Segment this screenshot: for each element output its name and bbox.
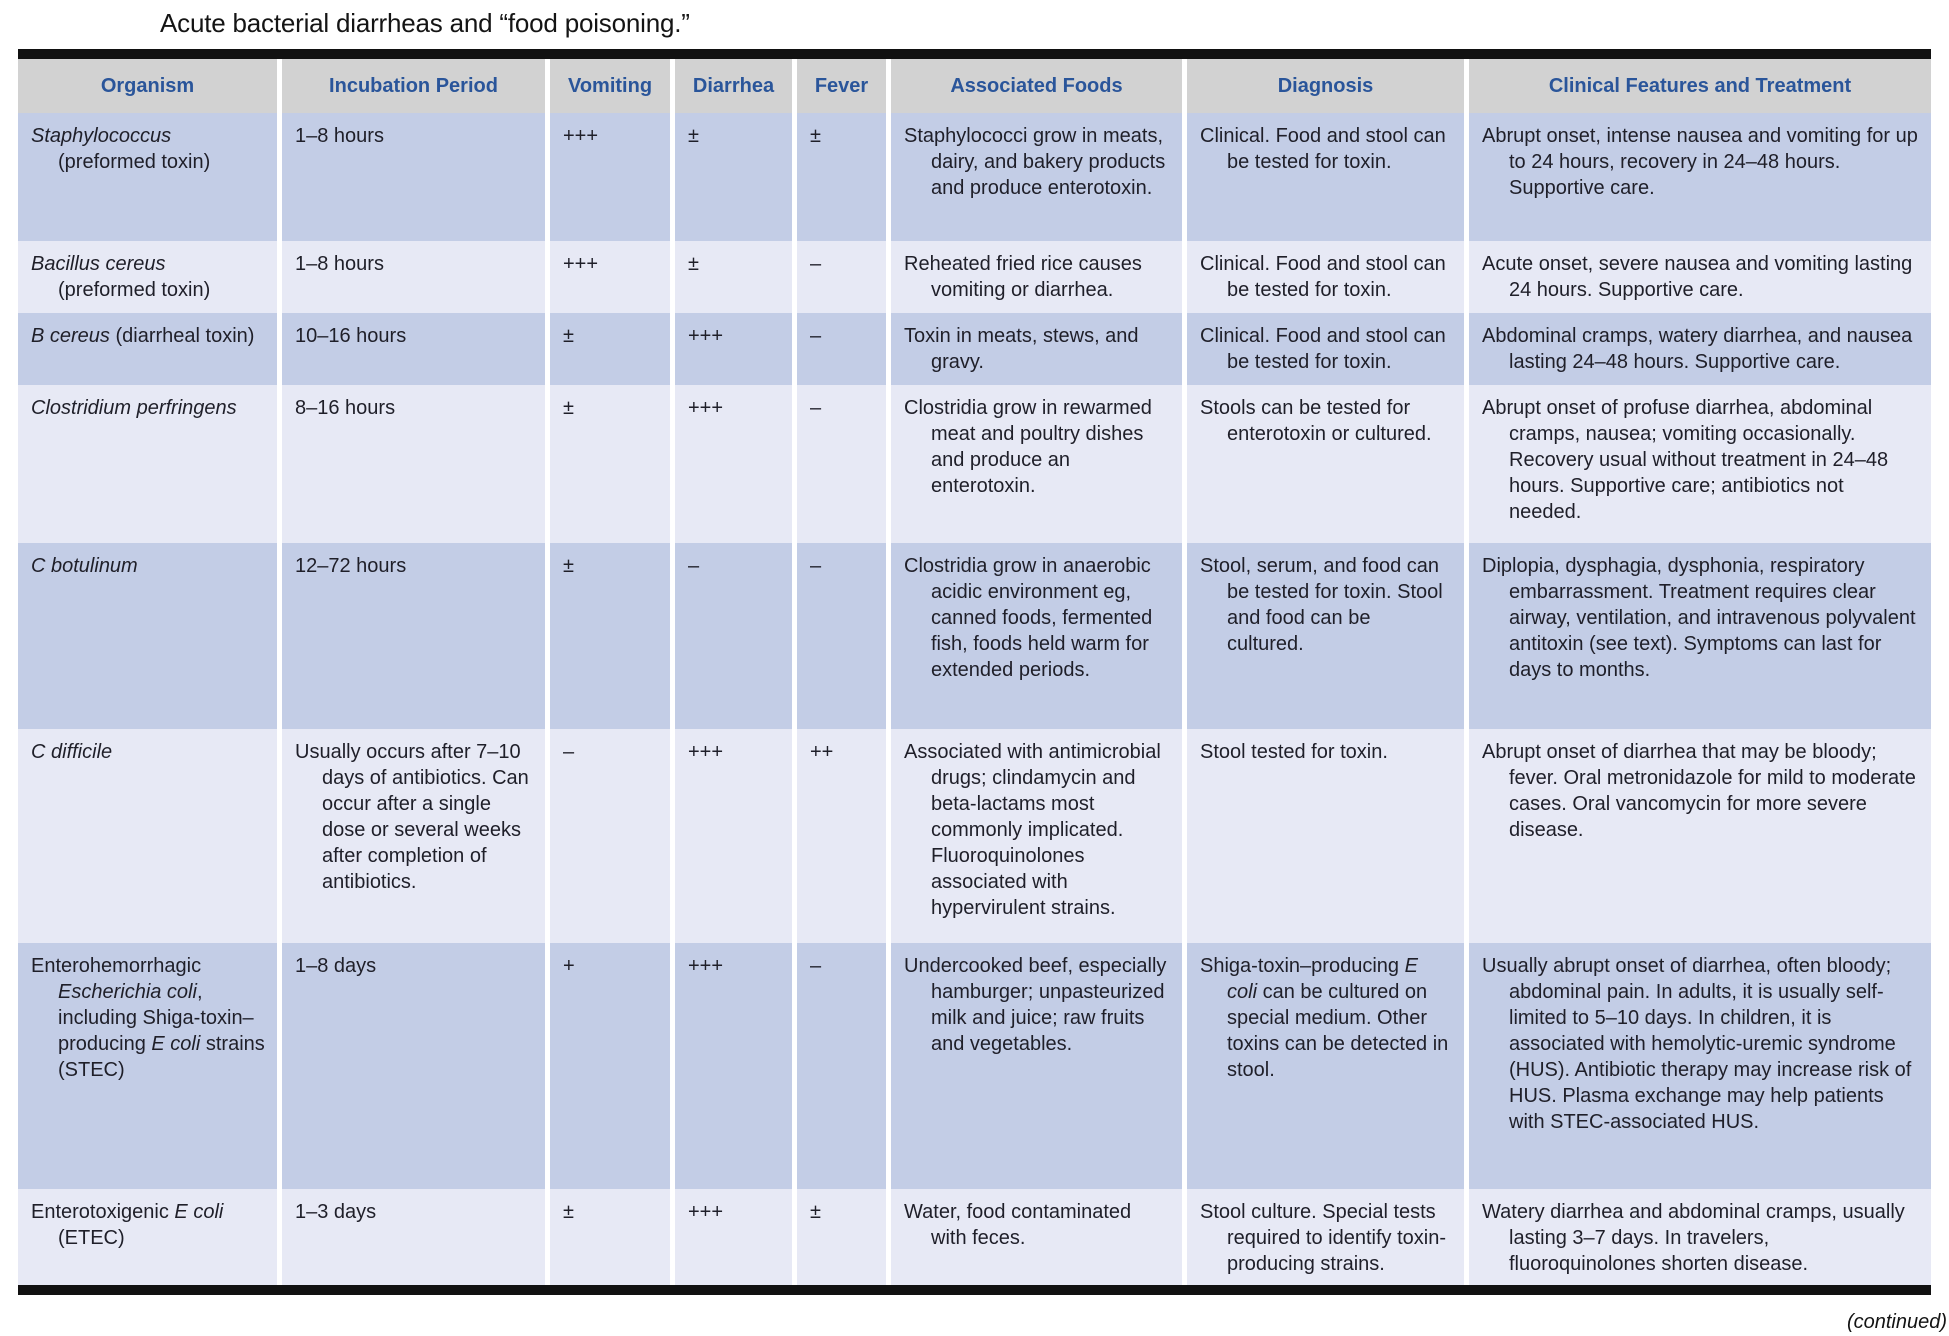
cell-diarrhea: [675, 1189, 792, 1285]
cell-text: Usually occurs after 7–10 days of antibiotics. Can occur after a single dose or several weeks after completion of antibiotics.: [295, 741, 529, 893]
cell-text: Associated with antimicrobial drugs; clindamycin and beta-lactams most commonly implicated. Fluoroquinolones associated with hypervirulent strains.: [904, 741, 1161, 919]
cell-foods: [891, 385, 1182, 543]
cell-vomiting: [550, 943, 670, 1189]
cell-vomiting: [550, 1189, 670, 1285]
cell-text: Stool, serum, and food can be tested for toxin. Stool and food can be cultured.: [1200, 555, 1443, 655]
cell-text: Enterotoxigenic E coli (ETEC): [31, 1201, 224, 1249]
cell-clinical: [1469, 729, 1931, 943]
cell-text: +++: [688, 741, 724, 763]
cell-fever: [797, 1189, 886, 1285]
cell-text: +++: [688, 955, 724, 977]
cell-vomiting: [550, 241, 670, 313]
cell-foods: [891, 241, 1182, 313]
column-header-vomiting: Vomiting: [550, 59, 670, 113]
cell-organism: [18, 313, 277, 385]
cell-foods: [891, 1189, 1182, 1285]
cell-organism: [18, 113, 277, 241]
cell-diarrhea: [675, 729, 792, 943]
cell-incubation: [282, 943, 545, 1189]
table-top-rule: [18, 49, 1931, 59]
cell-foods: [891, 729, 1182, 943]
cell-text: Undercooked beef, especially hamburger; unpasteurized milk and juice; raw fruits and vegetables.: [904, 955, 1167, 1055]
cell-diarrhea: [675, 241, 792, 313]
cell-incubation: [282, 543, 545, 729]
cell-text: Bacillus cereus (preformed toxin): [31, 253, 211, 301]
cell-diarrhea: [675, 385, 792, 543]
cell-text: Clostridia grow in anaerobic acidic environment eg, canned foods, fermented fish, foods held warm for extended periods.: [904, 555, 1153, 681]
cell-text: Clinical. Food and stool can be tested for toxin.: [1200, 325, 1446, 373]
cell-diagnosis: [1187, 113, 1464, 241]
cell-diagnosis: [1187, 729, 1464, 943]
cell-text: –: [810, 325, 822, 347]
cell-text: Stools can be tested for enterotoxin or cultured.: [1200, 397, 1432, 445]
cell-text: Stool culture. Special tests required to identify toxin-producing strains.: [1200, 1201, 1447, 1275]
cell-diagnosis: [1187, 543, 1464, 729]
cell-text: –: [810, 397, 822, 419]
cell-fever: [797, 313, 886, 385]
cell-text: Watery diarrhea and abdominal cramps, usually lasting 3–7 days. In travelers, fluoroquinolones shorten disease.: [1482, 1201, 1905, 1275]
cell-text: ±: [563, 555, 574, 577]
cell-clinical: [1469, 113, 1931, 241]
cell-text: Shiga-toxin–producing E coli can be cultured on special medium. Other toxins can be detected in stool.: [1200, 955, 1449, 1081]
table-bottom-rule: [18, 1285, 1931, 1295]
cell-text: Abrupt onset of profuse diarrhea, abdominal cramps, nausea; vomiting occasionally. Recovery usual without treatment in 24–48 hours. Supportive care; antibiotics not needed.: [1482, 397, 1889, 523]
cell-organism: [18, 543, 277, 729]
table-grid: [18, 59, 1931, 1285]
cell-text: Reheated fried rice causes vomiting or diarrhea.: [904, 253, 1142, 301]
cell-text: –: [810, 955, 822, 977]
cell-incubation: [282, 113, 545, 241]
cell-incubation: [282, 385, 545, 543]
cell-text: ±: [810, 1201, 821, 1223]
cell-diarrhea: [675, 543, 792, 729]
cell-text: ±: [810, 125, 821, 147]
cell-text: +++: [563, 125, 599, 147]
continued-note: (continued): [1846, 1311, 1947, 1333]
cell-text: Abrupt onset, intense nausea and vomiting for up to 24 hours, recovery in 24–48 hours. Supportive care.: [1482, 125, 1918, 199]
cell-incubation: [282, 313, 545, 385]
cell-text: –: [563, 741, 575, 763]
data-table: [18, 49, 1931, 1295]
cell-text: C botulinum: [31, 555, 138, 577]
cell-organism: [18, 943, 277, 1189]
column-header-organism: Organism: [18, 59, 277, 113]
cell-vomiting: [550, 385, 670, 543]
cell-text: Acute onset, severe nausea and vomiting lasting 24 hours. Supportive care.: [1482, 253, 1913, 301]
cell-clinical: [1469, 543, 1931, 729]
cell-organism: [18, 385, 277, 543]
cell-text: Diplopia, dysphagia, dysphonia, respiratory embarrassment. Treatment requires clear airway, ventilation, and intravenous polyvalent antitoxin (see text). Symptoms can last for days to months.: [1482, 555, 1916, 681]
cell-text: Toxin in meats, stews, and gravy.: [904, 325, 1139, 373]
cell-text: Staphylococci grow in meats, dairy, and bakery products and produce enterotoxin.: [904, 125, 1166, 199]
cell-text: Enterohemorrhagic Escherichia coli, including Shiga-toxin–producing E coli strains (STEC): [31, 955, 265, 1081]
cell-text: ±: [563, 397, 574, 419]
cell-text: 1–8 hours: [295, 253, 384, 275]
cell-clinical: [1469, 385, 1931, 543]
column-header-fever: Fever: [797, 59, 886, 113]
cell-text: Staphylococcus (preformed toxin): [31, 125, 211, 173]
cell-text: B cereus (diarrheal toxin): [31, 325, 255, 347]
cell-text: Usually abrupt onset of diarrhea, often bloody; abdominal pain. In adults, it is usually self-limited to 5–10 days. In children, it is associated with hemolytic-uremic syndrome (HUS). Antibiotic therapy may increase risk of HUS. Plasma exchange may help patients with STEC-associated HUS.: [1482, 955, 1912, 1133]
cell-text: Stool tested for toxin.: [1200, 741, 1388, 763]
cell-diagnosis: [1187, 385, 1464, 543]
cell-text: C difficile: [31, 741, 113, 763]
cell-text: Clinical. Food and stool can be tested for toxin.: [1200, 253, 1446, 301]
cell-text: +++: [688, 397, 724, 419]
cell-clinical: [1469, 943, 1931, 1189]
cell-fever: [797, 113, 886, 241]
cell-text: 1–8 hours: [295, 125, 384, 147]
cell-vomiting: [550, 729, 670, 943]
cell-text: ±: [563, 1201, 574, 1223]
cell-fever: [797, 241, 886, 313]
cell-clinical: [1469, 1189, 1931, 1285]
cell-fever: [797, 385, 886, 543]
cell-text: 1–3 days: [295, 1201, 377, 1223]
cell-organism: [18, 729, 277, 943]
column-header-foods: Associated Foods: [891, 59, 1182, 113]
cell-diagnosis: [1187, 1189, 1464, 1285]
cell-foods: [891, 313, 1182, 385]
cell-incubation: [282, 241, 545, 313]
cell-foods: [891, 113, 1182, 241]
cell-text: ±: [688, 253, 699, 275]
cell-vomiting: [550, 113, 670, 241]
cell-clinical: [1469, 313, 1931, 385]
cell-incubation: [282, 1189, 545, 1285]
cell-clinical: [1469, 241, 1931, 313]
cell-diarrhea: [675, 943, 792, 1189]
column-header-incubation: Incubation Period: [282, 59, 545, 113]
cell-text: 12–72 hours: [295, 555, 407, 577]
cell-foods: [891, 943, 1182, 1189]
cell-fever: [797, 729, 886, 943]
cell-text: ±: [688, 125, 699, 147]
cell-diarrhea: [675, 113, 792, 241]
cell-text: 10–16 hours: [295, 325, 407, 347]
cell-diagnosis: [1187, 943, 1464, 1189]
column-header-diagnosis: Diagnosis: [1187, 59, 1464, 113]
cell-diagnosis: [1187, 241, 1464, 313]
cell-text: Abrupt onset of diarrhea that may be bloody; fever. Oral metronidazole for mild to moderate cases. Oral vancomycin for more severe disease.: [1482, 741, 1916, 841]
cell-text: +++: [688, 325, 724, 347]
cell-text: +: [563, 955, 575, 977]
cell-vomiting: [550, 543, 670, 729]
cell-text: ±: [563, 325, 574, 347]
cell-organism: [18, 1189, 277, 1285]
cell-text: +++: [688, 1201, 724, 1223]
table-title: Acute bacterial diarrheas and “food poisoning.”: [160, 8, 690, 38]
cell-organism: [18, 241, 277, 313]
cell-text: Clostridia grow in rewarmed meat and poultry dishes and produce an enterotoxin.: [904, 397, 1152, 497]
cell-text: 1–8 days: [295, 955, 377, 977]
cell-text: 8–16 hours: [295, 397, 396, 419]
cell-text: Clostridium perfringens: [31, 397, 237, 419]
cell-diarrhea: [675, 313, 792, 385]
column-header-clinical: Clinical Features and Treatment: [1469, 59, 1931, 113]
cell-vomiting: [550, 313, 670, 385]
cell-text: ++: [810, 741, 834, 763]
cell-foods: [891, 543, 1182, 729]
column-header-diarrhea: Diarrhea: [675, 59, 792, 113]
cell-text: Clinical. Food and stool can be tested for toxin.: [1200, 125, 1446, 173]
cell-incubation: [282, 729, 545, 943]
cell-fever: [797, 943, 886, 1189]
cell-text: –: [810, 253, 822, 275]
cell-text: –: [810, 555, 822, 577]
cell-text: +++: [563, 253, 599, 275]
cell-text: Water, food contaminated with feces.: [904, 1201, 1132, 1249]
cell-fever: [797, 543, 886, 729]
cell-text: Abdominal cramps, watery diarrhea, and nausea lasting 24–48 hours. Supportive care.: [1482, 325, 1913, 373]
cell-diagnosis: [1187, 313, 1464, 385]
cell-text: –: [688, 555, 700, 577]
